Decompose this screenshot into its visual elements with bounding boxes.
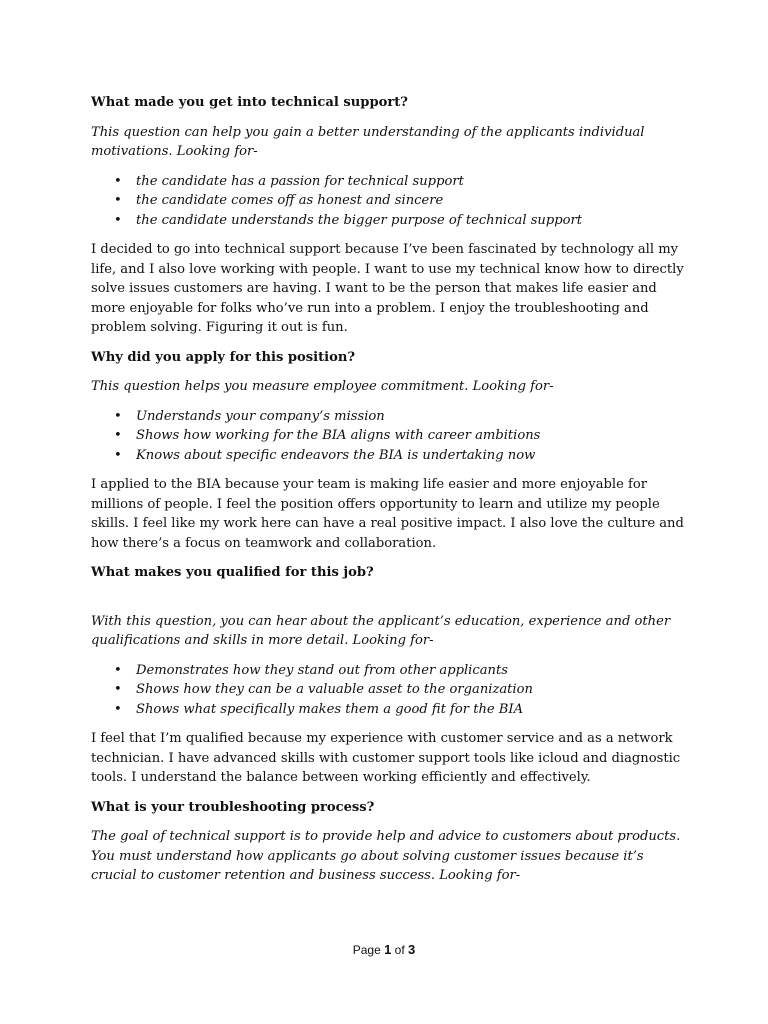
list-item: • the candidate has a passion for technical support xyxy=(91,172,691,192)
section xyxy=(91,563,691,788)
bullet-icon: • xyxy=(114,193,122,208)
bullet-icon: • xyxy=(114,701,122,717)
section-answer: I feel that I’m qualified because my experience with customer service and as a network technician. I have advanced skills with customer support tools like icloud and diagnostic tools. I understand the balance between working efficiently and effectively. xyxy=(91,731,681,785)
bullet-icon: • xyxy=(114,447,122,463)
section-intro: This question helps you measure employee commitment. Looking for- xyxy=(91,379,554,394)
document-page xyxy=(91,93,691,896)
list-item: • the candidate comes off as honest and sincere xyxy=(91,191,691,211)
list-item: • Knows about specific endeavors the BIA is undertaking now xyxy=(91,446,691,466)
section-intro: This question can help you gain a better understanding of the applicants individual motivations. Looking for- xyxy=(91,124,645,159)
list-item: • Understands your company’s mission xyxy=(91,407,691,427)
section-answer: I applied to the BIA because your team is making life easier and more enjoyable for millions of people. I feel the position offers opportunity to learn and utilize my people skills. I feel like my work here can have a real positive impact. I also love the culture and how there’s a focus on teamwork and collaboration. xyxy=(91,477,684,551)
section xyxy=(91,798,691,886)
list-item: • Shows how working for the BIA aligns with career ambitions xyxy=(91,426,691,446)
looking-for-list xyxy=(91,407,691,466)
looking-for-list xyxy=(91,172,691,231)
of-word: of xyxy=(394,943,405,957)
bullet-icon: • xyxy=(114,682,122,697)
list-item: • Demonstrates how they stand out from other applicants xyxy=(91,661,691,681)
page-word: Page xyxy=(352,943,381,957)
section xyxy=(91,348,691,554)
total-pages: 3 xyxy=(408,942,416,957)
section xyxy=(91,93,691,338)
section-question: What made you get into technical support? xyxy=(91,95,408,110)
section-intro: With this question, you can hear about the applicant’s education, experience and other qualifications and skills in more detail. Looking for- xyxy=(91,613,671,648)
section-question: What makes you qualified for this job? xyxy=(91,565,374,580)
bullet-icon: • xyxy=(114,428,122,443)
looking-for-list xyxy=(91,661,691,720)
blank-line xyxy=(91,593,691,612)
list-item: • the candidate understands the bigger purpose of technical support xyxy=(91,211,691,231)
list-item: • Shows how they can be a valuable asset to the organization xyxy=(91,680,691,700)
bullet-icon: • xyxy=(114,173,122,189)
section-answer: I decided to go into technical support because I’ve been fascinated by technology all my life, and I also love working with people. I want to use my technical know how to directly solve issues customers are having. I want to be the person that makes life easier and more enjoyable for folks who’ve run into a problem. I enjoy the troubleshooting and problem solving. Figuring it out is fun. xyxy=(91,242,684,335)
bullet-icon: • xyxy=(114,212,122,228)
page-number: 1 xyxy=(384,942,392,957)
list-item: • Shows what specifically makes them a good fit for the BIA xyxy=(91,700,691,720)
section-intro: The goal of technical support is to provide help and advice to customers about products. You must understand how applicants go about solving customer issues because it’s crucial to customer retention and business success. Looking for- xyxy=(91,829,681,883)
bullet-icon: • xyxy=(114,408,122,424)
section-question: What is your troubleshooting process? xyxy=(91,799,375,815)
page-footer xyxy=(0,942,768,957)
bullet-icon: • xyxy=(114,662,122,678)
section-question: Why did you apply for this position? xyxy=(91,349,356,365)
